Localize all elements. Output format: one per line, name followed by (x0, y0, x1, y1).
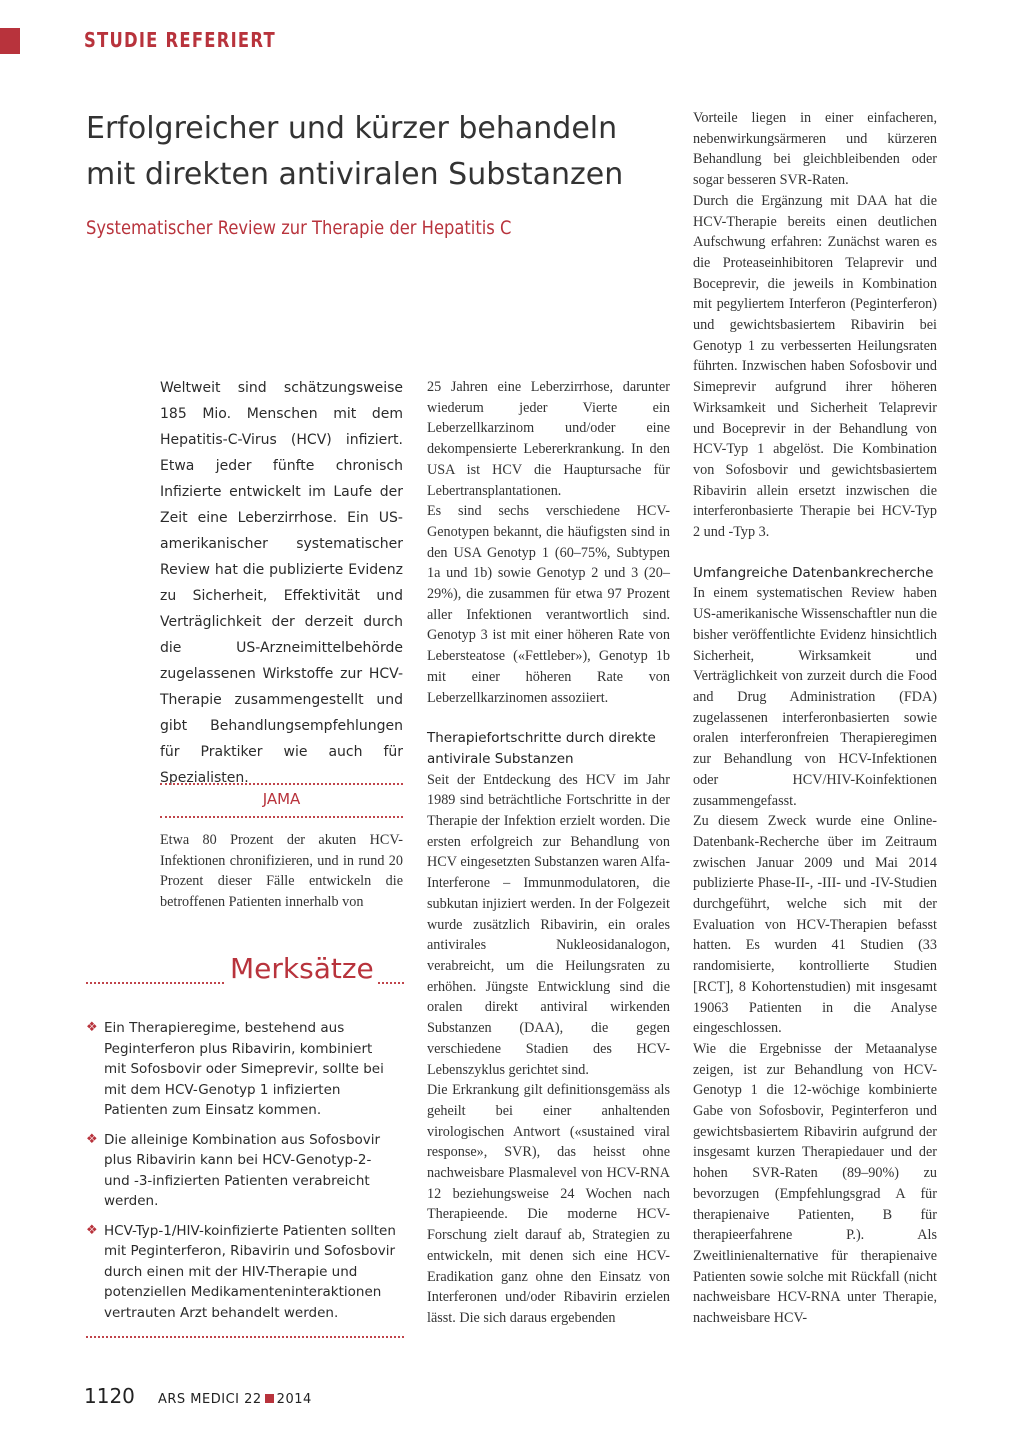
key-points-title: Merksätze (226, 952, 378, 985)
diamond-bullet-icon: ❖ (86, 1222, 98, 1238)
body-column-3 (693, 108, 937, 1329)
source-label: JAMA (262, 790, 301, 808)
article-title (86, 106, 646, 198)
diamond-bullet-icon: ❖ (86, 1131, 98, 1147)
body-paragraph: Durch die Ergänzung mit DAA hat die HCV-Therapie bereits einen deutlichen Aufschwung erfahren: Zunächst waren es die Proteaseinhibitoren Telaprevir und Boceprevir, die jeweils in Kombination mit pegyliertem Interferon (Peginterferon) und gewichtsbasiertem Ribavirin bei Genotyp 1 zu verbesserten Heilungsraten führten. Inzwischen haben Sofosbovir und Simeprevir aufgrund ihrer höheren Wirksamkeit und Sicherheit Telaprevir und Boceprevir in der Behandlung von HCV-Typ 1 abgelöst. Die Kombination von Sofosbovir und gewichtsbasiertem Ribavirin allein ersetzt inzwischen die interferonbasierte Therapie bei HCV-Typ 2 und -Typ 3. (693, 192, 937, 541)
title-line-1: Erfolgreicher und kürzer behandeln (86, 111, 618, 146)
key-point (86, 1018, 398, 1121)
journal-footer (158, 1392, 312, 1407)
page-number: 1120 (84, 1384, 135, 1408)
body-paragraph: Die Erkrankung gilt definitionsgemäss als geheilt bei einer anhaltenden virologischen Antwort («sustained viral response», SVR), das heisst ohne nachweisbare Plasmalevel von HCV-RNA 12 beziehungsweise 24 Wochen nach Therapieende. Die moderne HCV-Forschung zielt darauf ab, Strategien zu entwickeln, mit denen sich eine HCV-Eradikation ganz ohne den Einsatz von Interferonen und/oder Ribavirin erzielen lässt. Die sich daraus ergebenden (427, 1082, 670, 1326)
key-points-header (86, 952, 404, 992)
title-line-2: mit direkten antiviralen Substanzen (86, 157, 624, 192)
journal-year: 2014 (276, 1392, 312, 1407)
body-paragraph: Zu diesem Zweck wurde eine Online-Datenbank-Recherche über im Zeitraum zwischen Januar 2009 und Mai 2014 publizierte Phase-II-, -III- und -IV-Studien durchgeführt, welche sich mit der Evaluation von HCV-Therapien befasst hatten. Es wurden 41 Studien (33 randomisierte, kontrollierte Studien [RCT], 8 Kohortenstudien) mit insgesamt 19063 Patienten in die Analyse eingeschlossen. (693, 813, 937, 1037)
key-point-text: HCV-Typ-1/HIV-koinfizierte Patienten sollten mit Peginterferon, Ribavirin und Sofosbovir durch einen mit der HIV-Therapie und potenziellen Medikamenteninteraktionen vertrauten Arzt behandelt werden. (104, 1222, 396, 1321)
body-paragraph: 25 Jahren eine Leberzirrhose, darunter wiederum jeder Vierte ein Leberzellkarzinom und/oder eine dekompensierte Lebererkrankung. In den USA ist HCV die Hauptursache für Lebertransplantationen. (427, 379, 670, 499)
key-point-text: Ein Therapieregime, bestehend aus Peginterferon plus Ribavirin, kombiniert mit Sofosbovir oder Simeprevir, sollte bei mit dem HCV-Genotyp 1 infizierten Patienten zum Einsatz kommen. (104, 1020, 384, 1118)
key-points-list (86, 1018, 398, 1332)
key-point (86, 1130, 398, 1212)
source-divider-top (160, 783, 403, 785)
lead-paragraph: Weltweit sind schätzungsweise 185 Mio. Menschen mit dem Hepatitis-C-Virus (HCV) infiziert. Etwa jeder fünfte chronisch Infizierte entwickelt im Laufe der Zeit eine Leberzirrhose. Ein US-amerikanischer systematischer Review hat die publizierte Evidenz zu Sicherheit, Effektivität und Verträglichkeit der derzeit durch die US-Arzneimittelbehörde zugelassenen Wirkstoffe zur HCV-Therapie zusammengestellt und gibt Behandlungsempfehlungen für Praktiker wie auch für Spezialisten. (160, 380, 403, 786)
intro-text: Etwa 80 Prozent der akuten HCV-Infektionen chronifizieren, und in rund 20 Prozent dieser Fälle entwickeln die betroffenen Patienten innerhalb von (160, 832, 403, 911)
body-paragraph: Es sind sechs verschiedene HCV-Genotypen bekannt, die häufigsten sind in den USA Genotyp 1 (60–75%, Subtypen 1a und 1b) sowie Genotyp 2 und 3 (20–29%), die zusammen für etwa 97 Prozent aller Infektionen verantwortlich sind. Genotyp 3 ist mit einer höheren Rate von Lebersteatose («Fettleber»), Genotyp 1b mit einer höheren Rate von Leberzellkarzinomen assoziiert. (427, 503, 670, 706)
body-paragraph: Wie die Ergebnisse der Metaanalyse zeigen, ist zur Behandlung von HCV-Genotyp 1 die 12-wöchige kombinierte Gabe von Sofosbovir, Peginterferon und gewichtsbasiertem Ribavirin aufgrund der insgesamt kurzen Therapiedauer und der hohen SVR-Raten (89–90%) zu bevorzugen (Empfehlungsgrad A für therapienaive Patienten, B für therapieerfahrene P.). Als Zweitlinienalternative für therapienaive Patienten sowie solche mit Rückfall (nicht nachweisbare HCV-RNA unter Therapie, nachweisbare HCV- (693, 1040, 937, 1327)
intro-paragraph (160, 830, 403, 913)
key-point (86, 1221, 398, 1324)
footer-square-marker (265, 1394, 274, 1403)
section-label: STUDIE REFERIERT (84, 28, 276, 52)
section-heading: Umfangreiche Datenbankrecherche (693, 564, 934, 581)
section-heading: Therapiefortschritte durch direkte antivirale Substanzen (427, 730, 656, 767)
body-column-2 (427, 377, 670, 1329)
article-subtitle: Systematischer Review zur Therapie der Hepatitis C (86, 217, 512, 239)
key-point-text: Die alleinige Kombination aus Sofosbovir plus Ribavirin kann bei HCV-Genotyp-2- und -3-infizierten Patienten verabreicht werden. (104, 1131, 381, 1209)
section-marker (0, 28, 20, 54)
journal-name: ARS MEDICI 22 (158, 1392, 262, 1407)
diamond-bullet-icon: ❖ (86, 1020, 98, 1035)
key-points-divider-bottom (86, 1336, 404, 1338)
body-paragraph: In einem systematischen Review haben US-amerikanische Wissenschaftler nun die bisher veröffentlichte Evidenz hinsichtlich Sicherheit, Wirksamkeit und Verträglichkeit von zurzeit durch die Food and Drug Administration (FDA) zugelassenen interferonbasierten sowie oralen interferonfreien Therapieregimen zur Behandlung von HCV-Infektionen oder HCV/HIV-Koinfektionen zusammengefasst. (693, 585, 937, 809)
source-divider-bottom (160, 816, 403, 818)
body-paragraph: Vorteile liegen in einer einfacheren, nebenwirkungsärmeren und kürzeren Behandlung bei gleichbleibenden oder sogar besseren SVR-Raten. (693, 110, 937, 189)
body-paragraph: Seit der Entdeckung des HCV im Jahr 1989 sind beträchtliche Fortschritte in der Therapie der Infektion erzielt worden. Die ersten erfolgreich zur Behandlung von HCV eingesetzten Substanzen waren Alfa-Interferone – Immunmodulatoren, die subkutan injiziert werden. In der Folgezeit wurde zusätzlich Ribavirin, ein orales antivirales Nukleosidanalogon, verabreicht, um die Heilungsraten zu erhöhen. Jüngste Entwicklung sind die oralen direkt antiviral wirkenden Substanzen (DAA), die gegen verschiedene Stadien des HCV-Lebenszyklus gerichtet sind. (427, 771, 670, 1078)
